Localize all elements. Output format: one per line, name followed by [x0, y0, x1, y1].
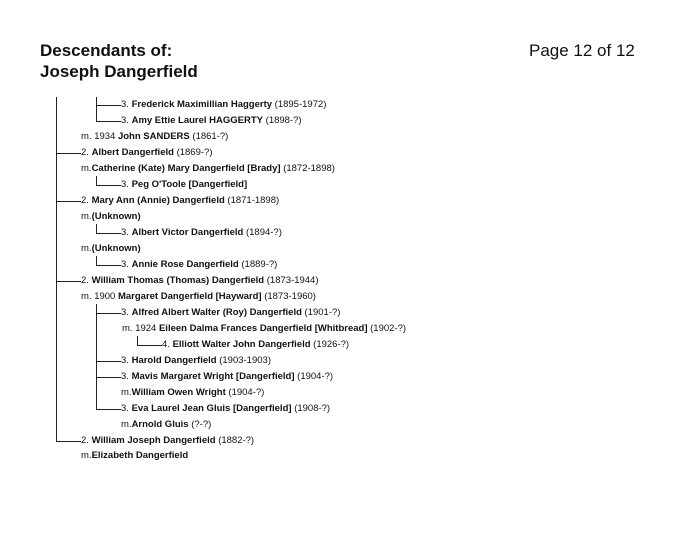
list-item: [121, 403, 330, 415]
generation-number: 2.: [81, 435, 89, 446]
connector-line: [96, 105, 121, 106]
list-item: [121, 259, 277, 271]
list-item: [121, 227, 282, 239]
person-name: Margaret Dangerfield [Hayward]: [117, 291, 262, 302]
person-dates: (1902-?): [370, 323, 407, 334]
connector-line: [96, 313, 121, 314]
connector-line: [137, 336, 138, 345]
connector-line: [96, 233, 121, 234]
person-name: William Owen Wright: [131, 387, 226, 398]
connector-line: [96, 377, 121, 378]
report-title-line2: Joseph Dangerfield: [40, 62, 198, 81]
list-item: [81, 163, 335, 175]
person-dates: (1904-?): [297, 371, 334, 382]
person-name: Amy Ettie Laurel HAGGERTY: [131, 115, 264, 126]
marriage-prefix: m.: [81, 243, 92, 254]
generation-number: 2.: [81, 195, 89, 206]
list-item: [81, 291, 316, 303]
person-dates: (1889-?): [241, 259, 278, 270]
person-dates: (1871-1898): [227, 195, 280, 206]
person-dates: (1882-?): [218, 435, 255, 446]
marriage-prefix: m.: [81, 163, 92, 174]
person-name: Eileen Dalma Frances Dangerfield [Whitbread]: [158, 323, 368, 334]
connector-line: [96, 121, 121, 122]
person-name: (Unknown): [91, 243, 141, 254]
person-dates: (1895-1972): [274, 99, 327, 110]
generation-number: 3.: [121, 307, 129, 318]
list-item: [121, 419, 211, 431]
person-dates: (1926-?): [313, 339, 350, 350]
page-number: Page 12 of 12: [529, 41, 635, 60]
connector-line: [96, 304, 97, 409]
person-name: Frederick Maximillian Haggerty: [131, 99, 273, 110]
person-name: John SANDERS: [117, 131, 190, 142]
list-item: [81, 131, 228, 143]
person-dates: (1908-?): [294, 403, 331, 414]
person-dates: (1903-1903): [219, 355, 271, 366]
connector-line: [96, 97, 97, 122]
connector-line: [96, 256, 97, 265]
generation-number: 4.: [162, 339, 170, 350]
person-dates: (1861-?): [192, 131, 229, 142]
list-item: [121, 355, 271, 367]
list-item: [81, 435, 254, 447]
generation-number: 3.: [121, 355, 129, 366]
connector-line: [56, 153, 81, 154]
generation-number: 3.: [121, 115, 129, 126]
marriage-prefix: m. 1900: [81, 291, 116, 302]
person-name: Elizabeth Dangerfield: [91, 450, 189, 461]
person-name: Mary Ann (Annie) Dangerfield: [91, 195, 225, 206]
generation-number: 3.: [121, 259, 129, 270]
generation-number: 3.: [121, 179, 129, 190]
connector-line: [56, 441, 81, 442]
generation-number: 3.: [121, 371, 129, 382]
list-item: [121, 371, 333, 383]
list-item: [81, 211, 141, 223]
person-name: Annie Rose Dangerfield: [131, 259, 239, 270]
connector-line: [96, 265, 121, 266]
person-dates: (1901-?): [304, 307, 341, 318]
connector-line: [96, 224, 97, 233]
generation-number: 3.: [121, 227, 129, 238]
person-dates: (1904-?): [228, 387, 265, 398]
person-name: Arnold Gluis: [131, 419, 189, 430]
connector-line: [96, 176, 97, 185]
person-dates: (1898-?): [265, 115, 302, 126]
generation-number: 3.: [121, 99, 129, 110]
list-item: [81, 147, 213, 159]
person-name: William Joseph Dangerfield: [91, 435, 216, 446]
marriage-prefix: m.: [121, 419, 132, 430]
list-item: [121, 307, 340, 319]
list-item: [162, 339, 349, 351]
person-name: Albert Dangerfield: [91, 147, 174, 158]
report-title: [40, 40, 198, 82]
list-item: [121, 99, 326, 111]
person-name: Catherine (Kate) Mary Dangerfield [Brady]: [91, 163, 281, 174]
person-name: (Unknown): [91, 211, 141, 222]
person-dates: (1869-?): [176, 147, 213, 158]
list-item: [121, 179, 247, 191]
marriage-prefix: m.: [81, 211, 92, 222]
connector-line: [56, 201, 81, 202]
person-dates: (1894-?): [245, 227, 282, 238]
list-item: [81, 275, 319, 287]
connector-line: [96, 361, 121, 362]
connector-line: [56, 281, 81, 282]
list-item: [81, 243, 141, 255]
list-item: [121, 115, 302, 127]
person-name: Mavis Margaret Wright [Dangerfield]: [131, 371, 295, 382]
list-item: [81, 195, 279, 207]
person-name: Harold Dangerfield: [131, 355, 217, 366]
person-name: Eva Laurel Jean Gluis [Dangerfield]: [131, 403, 292, 414]
person-name: Albert Victor Dangerfield: [131, 227, 244, 238]
marriage-prefix: m. 1924: [122, 323, 157, 334]
generation-number: 2.: [81, 275, 89, 286]
person-name: Elliott Walter John Dangerfield: [172, 339, 311, 350]
list-item: [81, 450, 188, 462]
report-title-line1: Descendants of:: [40, 41, 173, 60]
person-dates: (1872-1898): [283, 163, 335, 174]
marriage-prefix: m. 1934: [81, 131, 116, 142]
generation-number: 3.: [121, 403, 129, 414]
connector-line: [56, 97, 57, 441]
list-item: [122, 323, 406, 335]
marriage-prefix: m.: [81, 450, 92, 461]
connector-line: [96, 409, 121, 410]
marriage-prefix: m.: [121, 387, 132, 398]
connector-line: [137, 345, 162, 346]
person-name: Peg O'Toole [Dangerfield]: [131, 179, 248, 190]
person-dates: (1873-1960): [264, 291, 316, 302]
generation-number: 2.: [81, 147, 89, 158]
person-name: Alfred Albert Walter (Roy) Dangerfield: [131, 307, 302, 318]
person-name: William Thomas (Thomas) Dangerfield: [91, 275, 265, 286]
list-item: [121, 387, 264, 399]
person-dates: (1873-1944): [266, 275, 319, 286]
person-dates: (?-?): [191, 419, 212, 430]
connector-line: [96, 185, 121, 186]
